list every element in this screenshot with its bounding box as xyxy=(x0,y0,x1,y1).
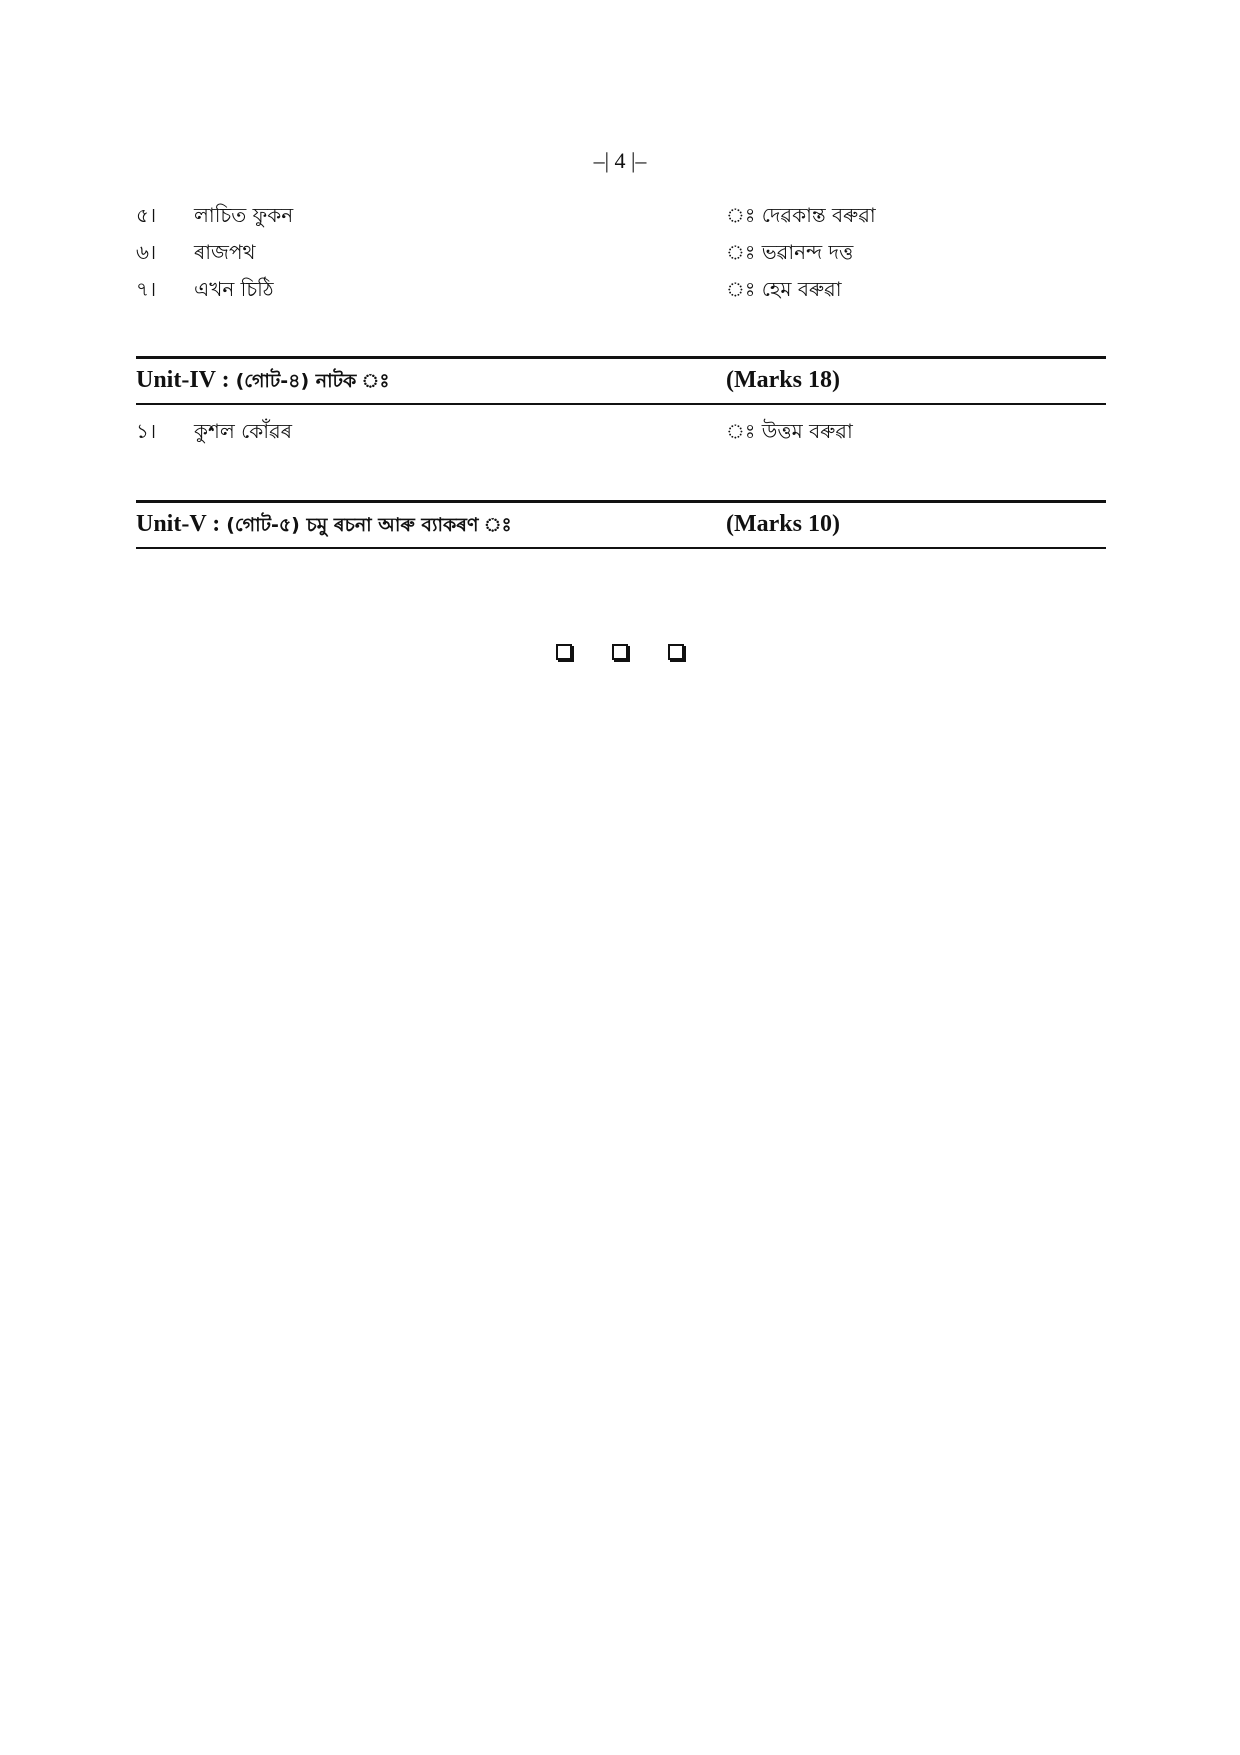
entry-author: ঃ হেম বৰুৱা xyxy=(726,277,842,301)
unit-4-title xyxy=(136,359,389,402)
end-marks xyxy=(0,644,1240,660)
unit-4-header xyxy=(136,356,1106,405)
entry-number: ৫। xyxy=(136,203,157,227)
list-item xyxy=(136,234,1106,271)
entry-title: কুশল কোঁৱৰ xyxy=(194,419,292,443)
unit-5-section xyxy=(136,500,1106,549)
end-box-icon xyxy=(612,644,628,660)
list-item xyxy=(136,197,1106,234)
entry-author: ঃ উত্তম বৰুৱা xyxy=(726,419,853,443)
unit-4-name: (গোট-৪) নাটক ঃ xyxy=(235,370,390,392)
list-item xyxy=(136,271,1106,308)
page-number: –| 4 |– xyxy=(593,148,647,173)
unit-4-label: Unit-IV : xyxy=(136,367,230,393)
unit-5-header xyxy=(136,500,1106,549)
entry-number: ৬। xyxy=(136,240,157,264)
unit-5-title xyxy=(136,503,512,546)
entry-number: ১। xyxy=(136,419,157,443)
entry-number: ৭। xyxy=(136,277,157,301)
entry-title: ৰাজপথ xyxy=(194,240,256,264)
unit-4-section xyxy=(136,356,1106,450)
entry-title: এখন চিঠি xyxy=(194,277,274,301)
end-box-icon xyxy=(668,644,684,660)
entry-author: ঃ ভৱানন্দ দত্ত xyxy=(726,240,854,264)
unit-4-marks: (Marks 18) xyxy=(726,367,840,393)
unit-5-marks: (Marks 10) xyxy=(726,511,840,537)
entry-author: ঃ দেৱকান্ত বৰুৱা xyxy=(726,203,876,227)
unit-5-label: Unit-V : xyxy=(136,511,221,537)
unit-4-items xyxy=(136,405,1106,450)
entry-title: লাচিত ফুকন xyxy=(194,203,294,227)
entry-list xyxy=(136,197,1106,308)
unit-5-name: (গোট-৫) চমু ৰচনা আৰু ব্যাকৰণ ঃ xyxy=(226,514,512,536)
end-box-icon xyxy=(556,644,572,660)
list-item xyxy=(136,413,1106,450)
